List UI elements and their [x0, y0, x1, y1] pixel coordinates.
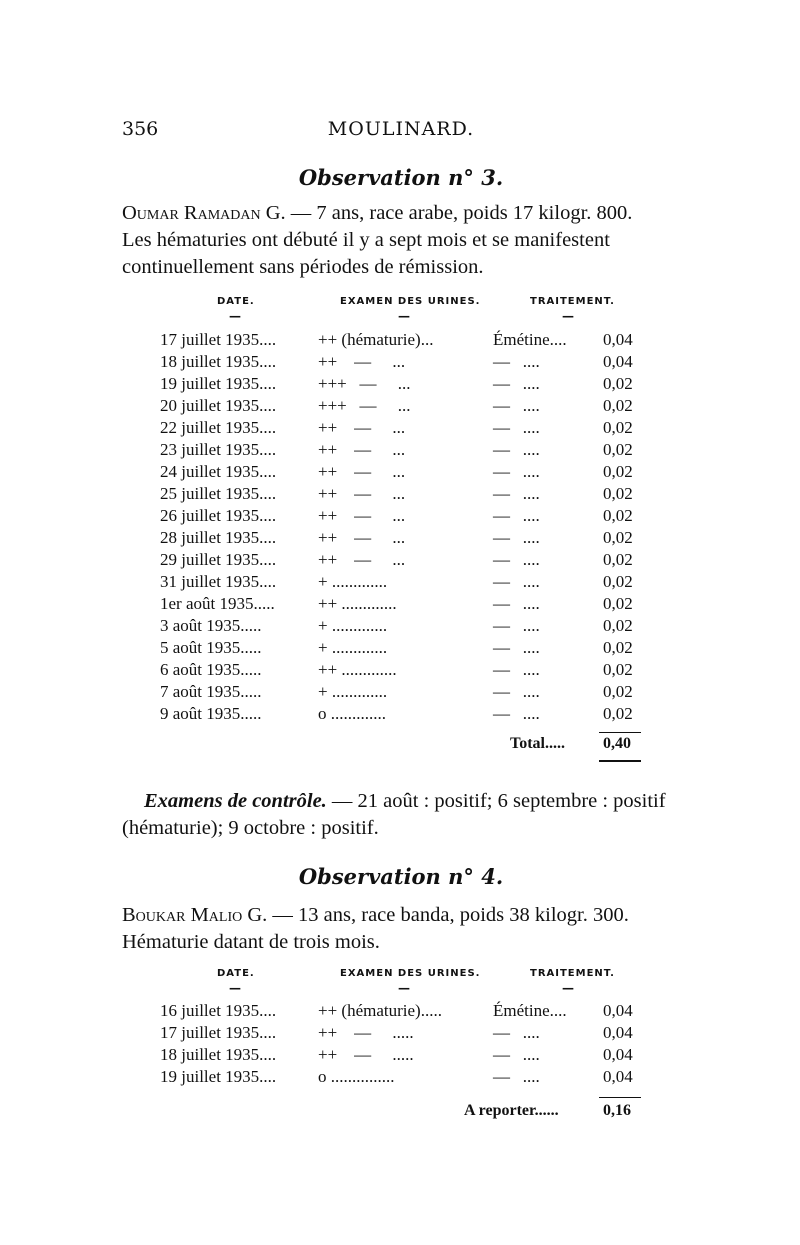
row-dose: 0,02: [603, 528, 633, 547]
row-urine-exam: + .............: [318, 572, 388, 591]
table-row: [0, 594, 800, 616]
row-dose: 0,02: [603, 550, 633, 569]
table-row: [0, 704, 800, 726]
col-treatment-dash-4: —: [562, 981, 575, 995]
table-header-obs4: [122, 968, 680, 998]
row-treatment: — ....: [493, 1045, 540, 1064]
row-dose: 0,02: [603, 462, 633, 481]
control-exams: [122, 788, 682, 842]
row-dose: 0,02: [603, 704, 633, 723]
table-row: [0, 440, 800, 462]
row-treatment: — ....: [493, 704, 540, 723]
table-row: [0, 506, 800, 528]
col-date-header: DATE.: [217, 296, 255, 307]
table-row: [0, 638, 800, 660]
row-urine-exam: ++ — .....: [318, 1023, 414, 1042]
table-row: [0, 528, 800, 550]
col-treatment-header-4: TRAITEMENT.: [530, 968, 615, 979]
table-row: [0, 550, 800, 572]
col-date-header-4: DATE.: [217, 968, 255, 979]
table-row: [0, 682, 800, 704]
row-dose: 0,04: [603, 330, 633, 349]
total-rule-bottom: [599, 760, 641, 762]
intro-line-2: Les hématuries ont débuté il y a sept mois et se manifestent: [122, 229, 610, 251]
row-treatment: — ....: [493, 1023, 540, 1042]
row-treatment: — ....: [493, 550, 540, 569]
patient-details: G. — 7 ans, race arabe, poids 17 kilogr. 800.: [260, 202, 633, 224]
row-date: 3 août 1935.....: [160, 616, 262, 635]
table-row: [0, 374, 800, 396]
intro-line-3: continuellement sans périodes de rémission.: [122, 256, 484, 278]
row-dose: 0,02: [603, 682, 633, 701]
row-treatment: — ....: [493, 682, 540, 701]
row-treatment: — ....: [493, 594, 540, 613]
table-row: [0, 572, 800, 594]
row-treatment: — ....: [493, 418, 540, 437]
control-label: Examens de contrôle.: [144, 790, 327, 812]
table-row: [0, 616, 800, 638]
table-header-obs3: [122, 296, 680, 326]
table-row: [0, 1045, 800, 1067]
row-dose: 0,02: [603, 506, 633, 525]
col-date-dash: —: [229, 309, 242, 323]
row-treatment: Émétine....: [493, 1001, 567, 1020]
row-date: 26 juillet 1935....: [160, 506, 277, 525]
observation-4-title: Observation n° 4.: [298, 864, 504, 889]
row-treatment: — ....: [493, 528, 540, 547]
row-urine-exam: ++ — ...: [318, 484, 406, 503]
row-date: 22 juillet 1935....: [160, 418, 277, 437]
report-line: [464, 1102, 631, 1120]
row-dose: 0,02: [603, 418, 633, 437]
row-treatment: — ....: [493, 462, 540, 481]
table-row: [0, 418, 800, 440]
row-treatment: — ....: [493, 440, 540, 459]
table-row: [0, 1067, 800, 1089]
row-urine-exam: ++ — .....: [318, 1045, 414, 1064]
table-row: [0, 484, 800, 506]
row-dose: 0,02: [603, 638, 633, 657]
col-date-dash-4: —: [229, 981, 242, 995]
row-dose: 0,02: [603, 572, 633, 591]
row-urine-exam: ++ (hématurie).....: [318, 1001, 442, 1020]
row-urine-exam: + .............: [318, 638, 388, 657]
control-line-1: [122, 788, 682, 815]
control-text-1: — 21 août : positif; 6 septembre : positif: [326, 790, 666, 812]
total-line: [510, 735, 631, 753]
table-row: [0, 1023, 800, 1045]
row-dose: 0,02: [603, 616, 633, 635]
table-row: [0, 352, 800, 374]
row-date: 6 août 1935.....: [160, 660, 262, 679]
intro-line-1: [122, 200, 682, 227]
col-urine-header-4: EXAMEN DES URINES.: [340, 968, 481, 979]
col-urine-dash: —: [398, 309, 411, 323]
row-dose: 0,04: [603, 1023, 633, 1042]
table-row: [0, 462, 800, 484]
col-treatment-dash: —: [562, 309, 575, 323]
row-treatment: — ....: [493, 506, 540, 525]
row-date: 31 juillet 1935....: [160, 572, 277, 591]
row-date: 7 août 1935.....: [160, 682, 262, 701]
page-number: 356: [122, 118, 159, 140]
table-row: [0, 1001, 800, 1023]
row-date: 9 août 1935.....: [160, 704, 262, 723]
row-date: 20 juillet 1935....: [160, 396, 277, 415]
row-urine-exam: ++ — ...: [318, 440, 406, 459]
row-dose: 0,04: [603, 1045, 633, 1064]
col-urine-dash-4: —: [398, 981, 411, 995]
report-rule: [599, 1097, 641, 1098]
row-urine-exam: ++ — ...: [318, 550, 406, 569]
page-header: [122, 118, 680, 144]
row-date: 17 juillet 1935....: [160, 1023, 277, 1042]
row-date: 19 juillet 1935....: [160, 1067, 277, 1086]
row-treatment: — ....: [493, 660, 540, 679]
row-date: 18 juillet 1935....: [160, 1045, 277, 1064]
row-urine-exam: ++ — ...: [318, 506, 406, 525]
row-date: 16 juillet 1935....: [160, 1001, 277, 1020]
observation-3-title: Observation n° 3.: [298, 165, 504, 190]
table-row: [0, 330, 800, 352]
col-urine-header: EXAMEN DES URINES.: [340, 296, 481, 307]
row-treatment: Émétine....: [493, 330, 567, 349]
row-urine-exam: ++ .............: [318, 660, 397, 679]
row-date: 17 juillet 1935....: [160, 330, 277, 349]
row-date: 1er août 1935.....: [160, 594, 275, 613]
row-treatment: — ....: [493, 374, 540, 393]
row-date: 29 juillet 1935....: [160, 550, 277, 569]
row-urine-exam: o .............: [318, 704, 386, 723]
intro4-line-2: Hématurie datant de trois mois.: [122, 931, 380, 953]
table-row: [0, 396, 800, 418]
row-treatment: — ....: [493, 352, 540, 371]
row-date: 19 juillet 1935....: [160, 374, 277, 393]
row-dose: 0,02: [603, 484, 633, 503]
row-urine-exam: +++ — ...: [318, 374, 411, 393]
row-dose: 0,04: [603, 1067, 633, 1086]
row-dose: 0,02: [603, 594, 633, 613]
col-treatment-header: TRAITEMENT.: [530, 296, 615, 307]
row-urine-exam: ++ .............: [318, 594, 397, 613]
observation-3-intro: [122, 200, 682, 281]
row-date: 5 août 1935.....: [160, 638, 262, 657]
row-dose: 0,04: [603, 1001, 633, 1020]
row-urine-exam: + .............: [318, 682, 388, 701]
row-urine-exam: o ...............: [318, 1067, 395, 1086]
row-urine-exam: ++ (hématurie)...: [318, 330, 434, 349]
table-row: [0, 660, 800, 682]
row-urine-exam: ++ — ...: [318, 352, 406, 371]
row-treatment: — ....: [493, 638, 540, 657]
row-dose: 0,02: [603, 396, 633, 415]
row-dose: 0,04: [603, 352, 633, 371]
row-urine-exam: ++ — ...: [318, 462, 406, 481]
row-date: 28 juillet 1935....: [160, 528, 277, 547]
row-urine-exam: + .............: [318, 616, 388, 635]
row-date: 23 juillet 1935....: [160, 440, 277, 459]
row-date: 25 juillet 1935....: [160, 484, 277, 503]
total-label: Total.....: [510, 735, 565, 752]
report-value: 0,16: [603, 1102, 631, 1119]
total-rule-top: [599, 732, 641, 733]
total-value: 0,40: [603, 735, 631, 752]
row-treatment: — ....: [493, 396, 540, 415]
observation-4-intro: [122, 902, 682, 956]
patient-name-4: Boukar Malio: [122, 904, 243, 926]
row-date: 24 juillet 1935....: [160, 462, 277, 481]
row-dose: 0,02: [603, 440, 633, 459]
row-treatment: — ....: [493, 572, 540, 591]
patient-details-4: G. — 13 ans, race banda, poids 38 kilogr. 300.: [242, 904, 629, 926]
report-label: A reporter......: [464, 1102, 559, 1119]
row-dose: 0,02: [603, 660, 633, 679]
row-urine-exam: ++ — ...: [318, 528, 406, 547]
row-urine-exam: +++ — ...: [318, 396, 411, 415]
row-treatment: — ....: [493, 484, 540, 503]
row-urine-exam: ++ — ...: [318, 418, 406, 437]
intro4-line-1: [122, 902, 682, 929]
row-treatment: — ....: [493, 616, 540, 635]
control-line-2: (hématurie); 9 octobre : positif.: [122, 817, 379, 839]
patient-name: Oumar Ramadan: [122, 202, 261, 224]
row-dose: 0,02: [603, 374, 633, 393]
row-date: 18 juillet 1935....: [160, 352, 277, 371]
row-treatment: — ....: [493, 1067, 540, 1086]
running-title: MOULINARD.: [327, 118, 475, 140]
